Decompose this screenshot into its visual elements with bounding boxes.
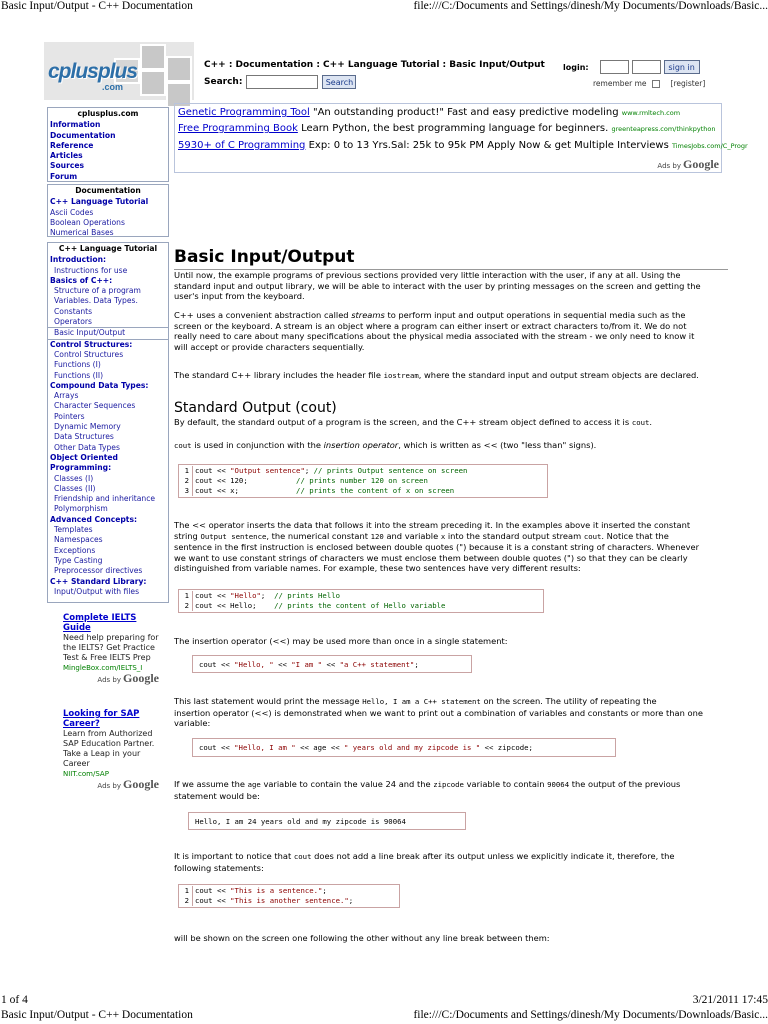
sidebar-tutorial-item[interactable]: Advanced Concepts: [50, 514, 137, 524]
print-header-path: file:///C:/Documents and Settings/dinesh/My Documents/Downloads/Basic... [413, 0, 768, 12]
sidebar-tutorial-item[interactable]: Templates [54, 525, 93, 535]
sidebar-tutorial-item[interactable]: Operators [54, 317, 92, 327]
main-content [174, 244, 728, 994]
password-field[interactable] [632, 60, 661, 74]
sidebar-docs-menu [47, 184, 169, 237]
logo-cube-shape [166, 56, 192, 82]
sidebar-tutorial-item[interactable]: Friendship and inheritance [54, 494, 156, 504]
sidebar-ad [63, 613, 159, 685]
sidebar-tutorial-item[interactable]: Compound Data Types: [50, 380, 149, 390]
sidebar-item-boolean-operations[interactable]: Boolean Operations [50, 217, 125, 227]
paragraph: C++ uses a convenient abstraction called streams to perform input and output operations in sequential media such as the screen or the keyboard. A stream is an object where a program can either insert or extract characters to/from it. We do not really need to care about many specifications about the physical media associated with the stream - we only need to know it will accept or provide characters sequentially. [174, 310, 695, 352]
sidebar-tutorial-item[interactable]: Namespaces [54, 535, 103, 545]
sidebar-tutorial-item[interactable]: Control Structures [54, 349, 124, 359]
sidebar-tutorial-item[interactable]: Polymorphism [54, 504, 108, 514]
sidebar-site-title: cplusplus.com [77, 109, 139, 118]
sidebar-item-sources[interactable]: Sources [50, 161, 85, 171]
login-options [593, 79, 705, 88]
page-title: Basic Input/Output [174, 247, 728, 270]
search-input[interactable] [246, 75, 318, 89]
login-label: login: [563, 62, 589, 72]
code-line: 3 cout << x; // prints the content of x on screen [179, 486, 547, 496]
paragraph: Until now, the example programs of previous sections provided very little interaction with the user, if any at all. Using the standard input and output library, we will be able to interact with the user by printing messages on the screen and getting the user's input from the keyboard. [174, 270, 701, 302]
code-line: 2 cout << Hello; // prints the content of Hello variable [179, 601, 543, 611]
sidebar-item-ascii-codes[interactable]: Ascii Codes [50, 207, 94, 217]
sidebar-tutorial-item[interactable]: Input/Output with files [54, 586, 140, 596]
logo-cube-shape [140, 44, 166, 70]
sidebar-item-information[interactable]: Information [50, 120, 101, 130]
top-ad-url[interactable]: TimesJobs.com/C_Progr [671, 142, 748, 150]
sidebar-tutorial-item[interactable]: Instructions for use [54, 265, 128, 275]
paragraph: will be shown on the screen one following the other without any line break between them: [174, 933, 550, 943]
remember-me-label: remember me [593, 79, 647, 88]
sidebar-ad-url[interactable]: NIIT.com/SAP [63, 770, 109, 778]
sidebar-tutorial-item[interactable]: Functions (II) [54, 370, 104, 380]
code-example [178, 884, 400, 908]
code-example [178, 464, 548, 498]
paragraph: This last statement would print the message Hello, I am a C++ statement on the screen. The utility of repeating the insertion operator (<<) is demonstrated when we want to print out a combination of variables and constants or more than one variable: [174, 696, 703, 729]
code-line: 1 cout << "This is a sentence."; [179, 886, 399, 896]
sidebar-docs-title: Documentation [75, 186, 141, 195]
sidebar-tutorial-item[interactable]: Other Data Types [54, 442, 120, 452]
paragraph: The << operator inserts the data that follows it into the stream preceding it. In the examples above it inserted the constant string Output sentence, the numerical constant 120 and variable x into the standard output stream cout. Notice that the sentence in the first instruction is enclosed between double quotes (") because it is a constant string of characters. Whenever we want to use constant strings of characters we must enclose them between double quotes (") so that they can be clearly distinguished from variable names. For example, these two sentences have very different results: [174, 520, 699, 574]
sidebar-tutorial-item[interactable]: Data Structures [54, 432, 114, 442]
username-field[interactable] [600, 60, 629, 74]
sidebar-tutorial-item[interactable]: Object Oriented [50, 452, 118, 462]
sidebar-tutorial-item[interactable]: Exceptions [54, 545, 96, 555]
print-date: 3/21/2011 17:45 [692, 994, 768, 1006]
sidebar-item-articles[interactable]: Articles [50, 151, 83, 161]
paragraph: cout is used in conjunction with the insertion operator, which is written as << (two "less than" signs). [174, 440, 597, 450]
logo-text: cplusplus [48, 60, 138, 83]
sidebar-tutorial-item[interactable]: C++ Standard Library: [50, 576, 147, 586]
section-heading: Standard Output (cout) [174, 400, 337, 416]
sidebar-item-numerical-bases[interactable]: Numerical Bases [50, 228, 114, 238]
sidebar-tutorial-item[interactable]: Type Casting [54, 555, 103, 565]
print-footer-title: Basic Input/Output - C++ Documentation [1, 1009, 193, 1021]
sidebar-tutorial-item[interactable]: Introduction: [50, 255, 107, 265]
site-logo[interactable] [44, 42, 194, 100]
top-ad[interactable] [178, 123, 722, 134]
paragraph: It is important to notice that cout does not add a line break after its output unless we explicitly indicate it, therefore, the following statements: [174, 851, 675, 873]
code-line: 1 cout << "Output sentence"; // prints Output sentence on screen [179, 466, 547, 476]
breadcrumb: C++ : Documentation : C++ Language Tutorial : Basic Input/Output [204, 60, 545, 70]
sidebar-tutorial-item[interactable]: Constants [54, 306, 93, 316]
top-ad-url[interactable]: www.rmltech.com [621, 109, 681, 117]
logo-cube-shape [140, 70, 166, 96]
top-ad-body: Exp: 0 to 13 Yrs.Sal: 25k to 95k PM Apply Now & get Multiple Interviews [308, 140, 669, 151]
ads-by-google[interactable]: Ads by Google [657, 157, 719, 171]
code-line: 1 cout << "Hello"; // prints Hello [179, 591, 543, 601]
sidebar-tutorial-item[interactable]: Preprocessor directives [54, 566, 143, 576]
paragraph: If we assume the age variable to contain the value 24 and the zipcode variable to contain 90064 the output of the previous statement would be: [174, 779, 681, 801]
search-button[interactable]: Search [322, 75, 356, 89]
code-example [178, 589, 544, 613]
sidebar-tutorial-item[interactable]: Control Structures: [50, 339, 133, 349]
ads-by-google[interactable]: Ads by Google [97, 777, 159, 791]
sidebar-item-cpp-tutorial[interactable]: C++ Language Tutorial [50, 197, 149, 207]
sidebar-tutorial-item[interactable]: Dynamic Memory [54, 422, 121, 432]
sidebar-ad-url[interactable]: MingleBox.com/IELTS_I [63, 664, 143, 672]
sidebar-tutorial-item[interactable]: Arrays [54, 391, 79, 401]
top-ad-url[interactable]: greenteapress.com/thinkpython [611, 125, 716, 133]
sidebar-item-reference[interactable]: Reference [50, 140, 94, 150]
top-ad-body: "An outstanding product!" Fast and easy predictive modeling [312, 107, 619, 118]
top-ad-title[interactable]: Free Programming Book [178, 123, 298, 134]
sidebar-ad-title[interactable]: Complete IELTS Guide [63, 613, 137, 633]
sidebar-tutorial-item[interactable]: Variables. Data Types. [54, 296, 138, 306]
sidebar-tutorial-item[interactable]: Classes (I) [54, 473, 94, 483]
top-ad-panel [174, 103, 748, 173]
page-number: 1 of 4 [1, 994, 28, 1006]
paragraph: By default, the standard output of a program is the screen, and the C++ stream object defined to access it is cout. [174, 417, 653, 427]
ads-by-google[interactable]: Ads by Google [97, 671, 159, 685]
print-header-title: Basic Input/Output - C++ Documentation [1, 0, 193, 12]
sidebar-item-forum[interactable]: Forum [50, 171, 78, 181]
code-example: cout << "Hello, I am " << age << " years old and my zipcode is " << zipcode; [192, 738, 616, 757]
sidebar-tutorial-item[interactable]: Programming: [50, 463, 112, 473]
sidebar-ad-title[interactable]: Looking for SAP Career? [63, 709, 140, 729]
sidebar-ad-body: Need help preparing for the IELTS? Get Practice Test & Free IELTS Prep [63, 633, 159, 662]
sidebar-tutorial-menu [47, 242, 169, 603]
logo-suffix: .com [102, 82, 124, 92]
sidebar-tutorial-item[interactable]: Classes (II) [54, 483, 96, 493]
top-ad-title[interactable]: 5930+ of C Programming [178, 140, 306, 151]
sign-in-button[interactable]: sign in [664, 60, 700, 74]
top-ad-title[interactable]: Genetic Programming Tool [178, 107, 310, 118]
print-footer-path: file:///C:/Documents and Settings/dinesh/My Documents/Downloads/Basic... [413, 1009, 768, 1021]
top-ad[interactable] [178, 107, 722, 118]
paragraph: The insertion operator (<<) may be used more than once in a single statement: [174, 636, 508, 646]
code-line: 2 cout << "This is another sentence."; [179, 896, 399, 906]
sidebar-tutorial-item[interactable]: Structure of a program [54, 286, 141, 296]
sidebar-ad [63, 709, 159, 791]
sidebar-tutorial-item[interactable]: Character Sequences [54, 401, 136, 411]
top-ad-body: Learn Python, the best programming language for beginners. [301, 123, 609, 134]
search-bar [204, 75, 356, 89]
sidebar-ad-body: Learn from Authorized SAP Education Partner. Take a Leap in your Career [63, 729, 155, 768]
login-form [563, 60, 700, 74]
sidebar-tutorial-item[interactable]: Basic Input/Output [48, 327, 168, 339]
sidebar-site-menu [47, 107, 169, 182]
output-example: Hello, I am 24 years old and my zipcode is 90064 [188, 812, 466, 830]
print-footer [0, 994, 768, 1024]
remember-me-checkbox[interactable] [652, 80, 660, 88]
sidebar-tutorial-title: C++ Language Tutorial [58, 244, 158, 253]
sidebar-tutorial-item[interactable]: Basics of C++: [50, 275, 113, 285]
code-line: 2 cout << 120; // prints number 120 on screen [179, 476, 547, 486]
sidebar-item-documentation[interactable]: Documentation [50, 130, 116, 140]
print-header [0, 0, 768, 14]
code-example: cout << "Hello, " << "I am " << "a C++ statement"; [192, 655, 472, 673]
sidebar-tutorial-item[interactable]: Functions (I) [54, 360, 101, 370]
sidebar-tutorial-item[interactable]: Pointers [54, 411, 85, 421]
top-ad[interactable] [178, 140, 748, 151]
search-label: Search: [204, 77, 243, 87]
register-link[interactable]: [register] [670, 79, 706, 88]
paragraph: The standard C++ library includes the header file iostream, where the standard input and output stream objects are declared. [174, 370, 699, 380]
